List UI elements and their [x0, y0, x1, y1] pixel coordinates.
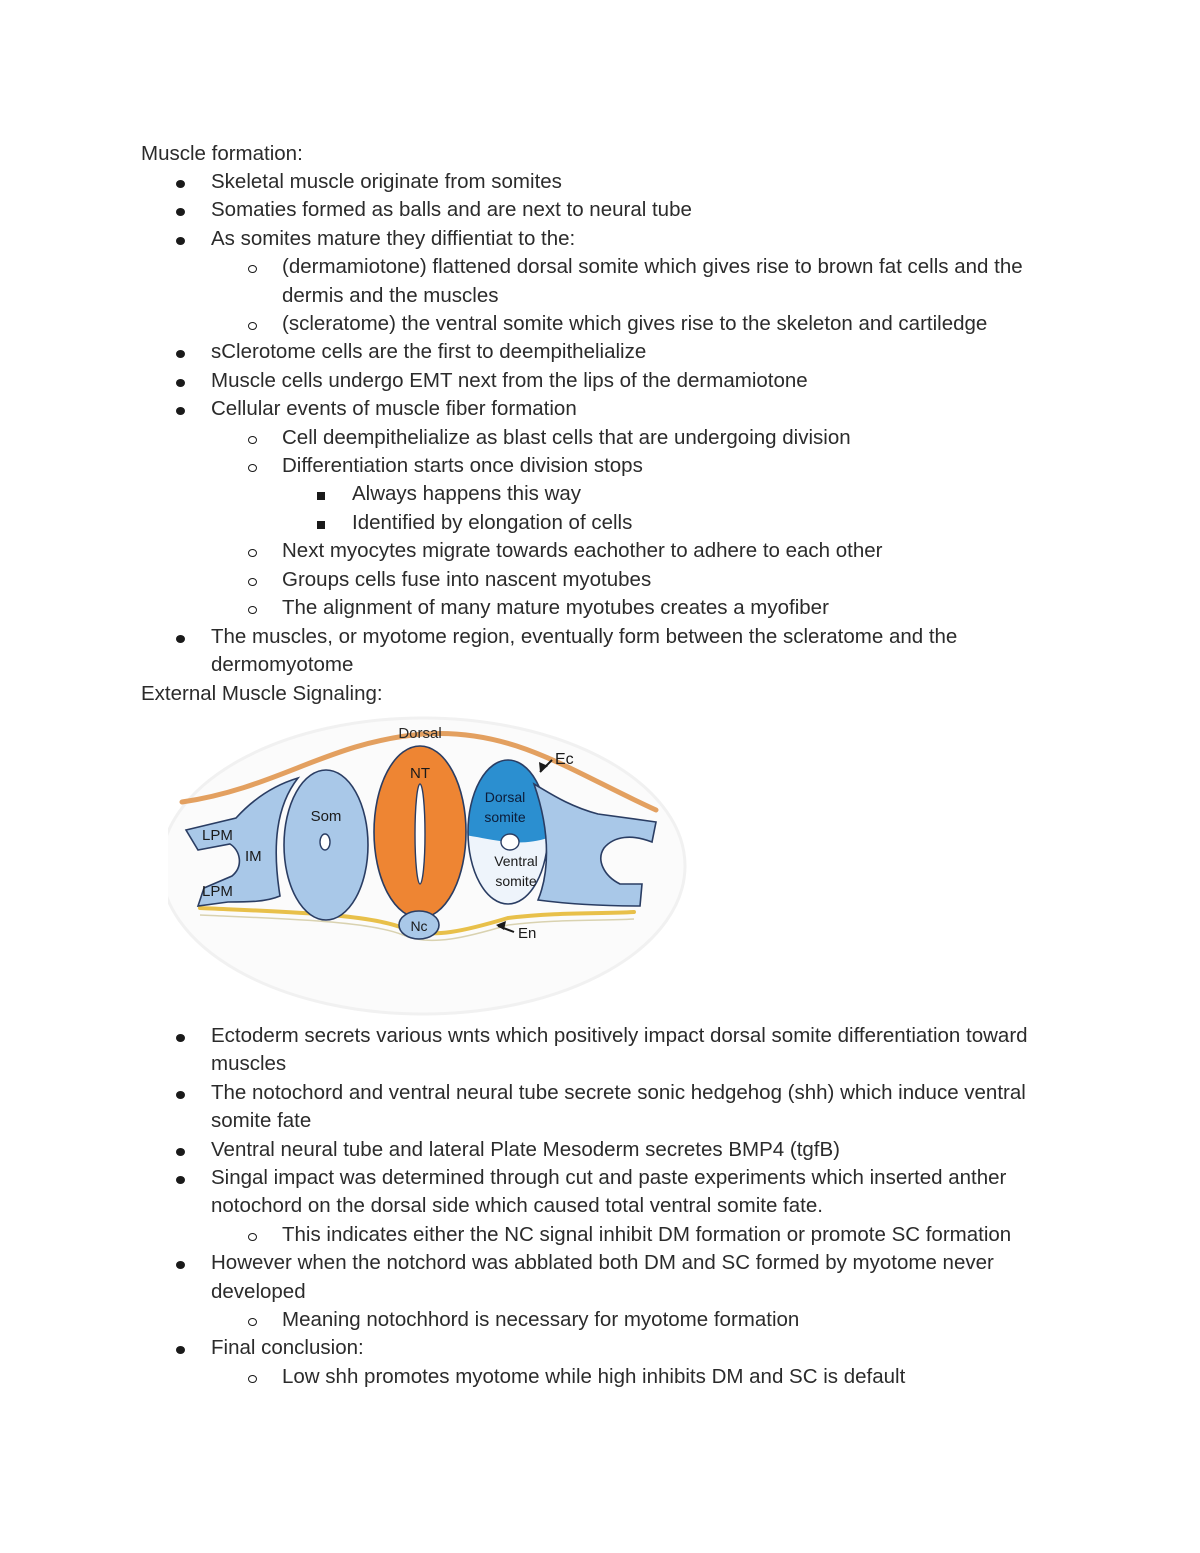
circle-bullet-icon [248, 1306, 257, 1334]
circle-bullet-icon [248, 253, 257, 281]
list-item [0, 452, 1200, 480]
list-item [0, 253, 1200, 310]
disc-bullet-icon [176, 196, 185, 224]
list-item [0, 1079, 1200, 1136]
list-item [0, 424, 1200, 452]
list-item-text: (dermamiotone) flattened dorsal somite which gives rise to brown fat cells and the dermis and the muscles [282, 255, 1023, 307]
disc-bullet-icon [176, 1079, 185, 1107]
list-item-text: Somaties formed as balls and are next to neural tube [211, 198, 692, 222]
list-item-text: sClerotome cells are the first to deempithelialize [211, 340, 647, 364]
list-item-text: The muscles, or myotome region, eventually form between the scleratome and the dermomyotome [211, 624, 958, 676]
list-item-text: However when the notchord was abblated both DM and SC formed by myotome never developed [211, 1251, 994, 1303]
list-item-text: As somites mature they diffientiat to the: [211, 226, 576, 250]
somite-diagram [168, 716, 698, 1016]
list-item [0, 1363, 1200, 1391]
external-signaling-list [0, 1022, 1200, 1391]
list-item [0, 338, 1200, 366]
disc-bullet-icon [176, 623, 185, 651]
list-item [0, 225, 1200, 253]
square-bullet-icon [317, 480, 325, 508]
list-item [0, 1249, 1200, 1306]
list-item-text: This indicates either the NC signal inhibit DM formation or promote SC formation [282, 1222, 1012, 1246]
list-item-text: Ventral neural tube and lateral Plate Mesoderm secretes BMP4 (tgfB) [211, 1137, 840, 1161]
list-item-text: Ectoderm secrets various wnts which positively impact dorsal somite differentiation toward muscles [211, 1024, 1028, 1076]
list-item-text: Low shh promotes myotome while high inhibits DM and SC is default [282, 1364, 906, 1388]
label-dorsal-somite-line2: somite [484, 809, 526, 825]
label-ventral-somite-line1: Ventral [494, 853, 538, 869]
list-item [0, 310, 1200, 338]
disc-bullet-icon [176, 1022, 185, 1050]
disc-bullet-icon [176, 1136, 185, 1164]
right-somite-lumen [501, 834, 519, 850]
list-item [0, 1136, 1200, 1164]
list-item-text: Cell deempithelialize as blast cells that are undergoing division [282, 425, 851, 449]
label-lpm-top: LPM [202, 827, 233, 844]
label-ventral-somite-line2: somite [495, 873, 537, 889]
disc-bullet-icon [176, 338, 185, 366]
disc-bullet-icon [176, 1164, 185, 1192]
label-nc: Nc [410, 918, 428, 934]
list-item-text: Meaning notochhord is necessary for myotome formation [282, 1308, 800, 1332]
circle-bullet-icon [248, 1221, 257, 1249]
muscle-formation-list [0, 168, 1200, 679]
disc-bullet-icon [176, 225, 185, 253]
label-ec: Ec [555, 751, 574, 768]
list-item-text: The alignment of many mature myotubes creates a myofiber [282, 596, 829, 620]
circle-bullet-icon [248, 452, 257, 480]
disc-bullet-icon [176, 1249, 185, 1277]
section-heading-muscle-formation: Muscle formation: [141, 142, 303, 165]
circle-bullet-icon [248, 566, 257, 594]
label-im: IM [245, 848, 262, 865]
list-item-text: Next myocytes migrate towards eachother to adhere to each other [282, 539, 883, 563]
list-item [0, 623, 1200, 680]
list-item-text: Differentiation starts once division stops [282, 454, 643, 478]
circle-bullet-icon [248, 594, 257, 622]
list-item [0, 594, 1200, 622]
label-dorsal: Dorsal [398, 725, 442, 742]
list-item-text: Muscle cells undergo EMT next from the lips of the dermamiotone [211, 368, 808, 392]
list-item [0, 196, 1200, 224]
list-item [0, 509, 1200, 537]
list-item [0, 537, 1200, 565]
list-item [0, 1164, 1200, 1221]
list-item-text: (scleratome) the ventral somite which gives rise to the skeleton and cartiledge [282, 312, 988, 336]
section-heading-external-signaling: External Muscle Signaling: [141, 682, 383, 705]
label-en: En [518, 925, 537, 942]
circle-bullet-icon [248, 1363, 257, 1391]
list-item-text: Singal impact was determined through cut and paste experiments which inserted anther notochord on the dorsal side which caused total ventral somite fate. [211, 1166, 1007, 1218]
list-item-text: Identified by elongation of cells [352, 510, 633, 534]
label-nt: NT [410, 765, 430, 782]
list-item [0, 168, 1200, 196]
list-item [0, 480, 1200, 508]
label-dorsal-somite-line1: Dorsal [484, 789, 526, 805]
somite-left-lumen [320, 834, 330, 850]
list-item [0, 1022, 1200, 1079]
disc-bullet-icon [176, 1334, 185, 1362]
list-item-text: The notochord and ventral neural tube secrete sonic hedgehog (shh) which induce ventral somite fate [211, 1080, 1026, 1133]
disc-bullet-icon [176, 395, 185, 423]
list-item-text: Always happens this way [352, 482, 582, 506]
list-item-text: Skeletal muscle originate from somites [211, 170, 562, 193]
list-item-text: Final conclusion: [211, 1336, 364, 1360]
list-item [0, 395, 1200, 423]
label-som: Som [310, 808, 342, 825]
disc-bullet-icon [176, 168, 185, 196]
list-item [0, 1306, 1200, 1334]
neural-tube-lumen [415, 784, 425, 884]
list-item-text: Groups cells fuse into nascent myotubes [282, 567, 652, 591]
list-item [0, 1221, 1200, 1249]
list-item-text: Cellular events of muscle fiber formation [211, 397, 577, 421]
disc-bullet-icon [176, 367, 185, 395]
circle-bullet-icon [248, 424, 257, 452]
label-lpm-bottom: LPM [202, 883, 233, 900]
list-item [0, 1334, 1200, 1362]
list-item [0, 367, 1200, 395]
list-item [0, 566, 1200, 594]
circle-bullet-icon [248, 537, 257, 565]
circle-bullet-icon [248, 310, 257, 338]
square-bullet-icon [317, 509, 325, 537]
